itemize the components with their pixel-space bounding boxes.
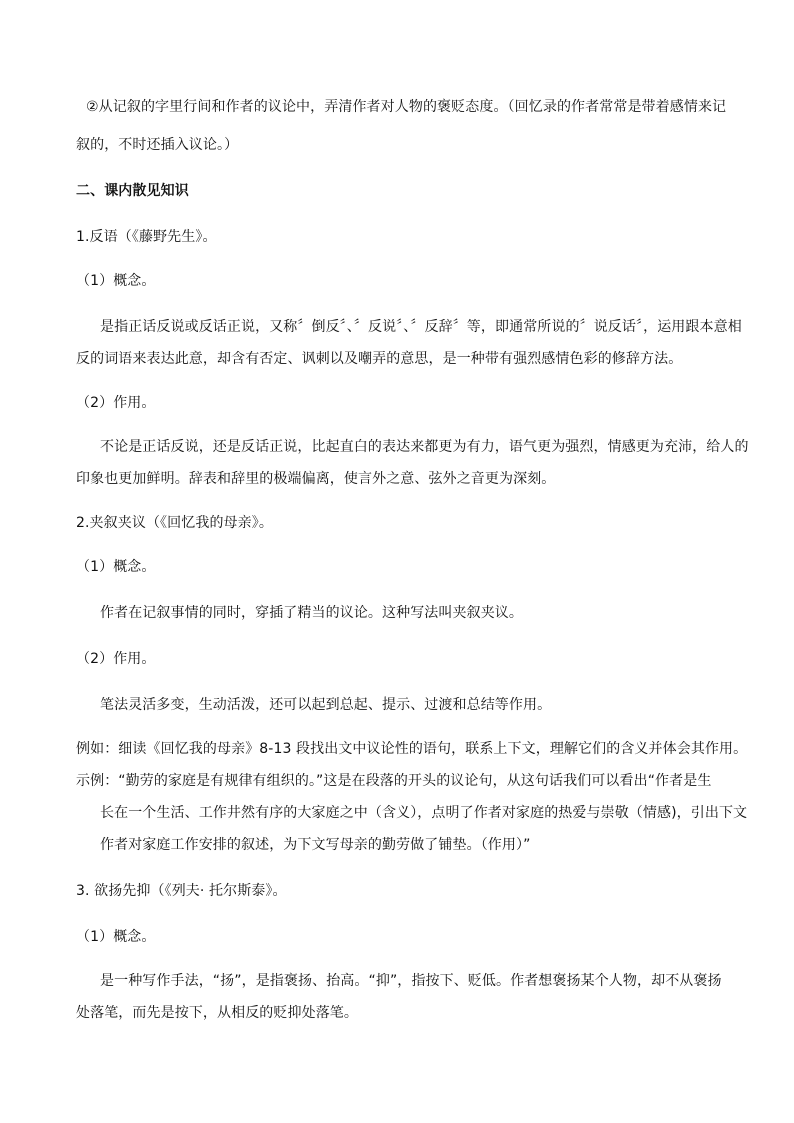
subheading: （1）概念。: [76, 929, 156, 945]
paragraph-line: 作者对家庭工作安排的叙述，为下文写母亲的勤劳做了铺垫。（作用）”: [100, 837, 531, 853]
paragraph-line: 不论是正话反说，还是反话正说，比起直白的表达来都更为有力，语气更为强烈，情感更为充沛，给人的: [100, 439, 749, 455]
subheading: （2）作用。: [76, 651, 156, 667]
paragraph-line: 叙的，不时还插入议论。）: [76, 137, 239, 153]
subheading: 2.夹叙夹议（《回忆我的母亲》。: [76, 515, 273, 531]
paragraph-line: 是一种写作手法，“扬”，是指褒扬、抬高。“抑”，指按下、贬低。作者想褒扬某个人物，却不从褒扬: [100, 973, 722, 989]
paragraph-line: 是指正话反说或反话正说，又称〞倒反〞、〞反说〞、〞反辞〞等，即通常所说的〞说反话〞，运用跟本意相: [100, 319, 742, 335]
paragraph-line: 示例：“勤劳的家庭是有规律有组织的。”这是在段落的开头的议论句，从这句话我们可以看出“作者是生: [76, 773, 712, 789]
paragraph-line: 印象也更加鲜明。辞表和辞里的极端偏离，使言外之意、弦外之音更为深刻。: [76, 471, 556, 487]
paragraph-line: 长在一个生活、工作井然有序的大家庭之中（含义），点明了作者对家庭的热爱与崇敬（情感)，引出下文: [100, 805, 748, 821]
paragraph-line: 处落笔，而先是按下，从相反的贬抑处落笔。: [76, 1005, 358, 1021]
paragraph-line: 作者在记叙事情的同时，穿插了精当的议论。这种写法叫夹叙夹议。: [100, 605, 523, 621]
subheading: 1.反语（《藤野先生》。: [76, 229, 217, 245]
paragraph-line: 笔法灵活多变，生动活泼，还可以起到总起、提示、过渡和总结等作用。: [100, 697, 552, 713]
section-heading: 二、课内散见知识: [76, 183, 189, 199]
subheading: 3. 欲扬先抑（《列夫· 托尔斯泰》。: [76, 883, 287, 899]
paragraph-line: 例如：细读《回忆我的母亲》8-13 段找出文中议论性的语句，联系上下文，理解它们的含义并体会其作用。: [76, 741, 748, 757]
paragraph-line: 反的词语来表达此意，却含有否定、讽刺以及嘲弄的意思，是一种带有强烈感情色彩的修辞方法。: [76, 351, 683, 367]
subheading: （1）概念。: [76, 559, 156, 575]
subheading: （2）作用。: [76, 395, 156, 411]
subheading: （1）概念。: [76, 273, 156, 289]
paragraph-line: ②从记叙的字里行间和作者的议论中，弄清作者对人物的褒贬态度。（回忆录的作者常常是带着感情来记: [86, 99, 727, 115]
